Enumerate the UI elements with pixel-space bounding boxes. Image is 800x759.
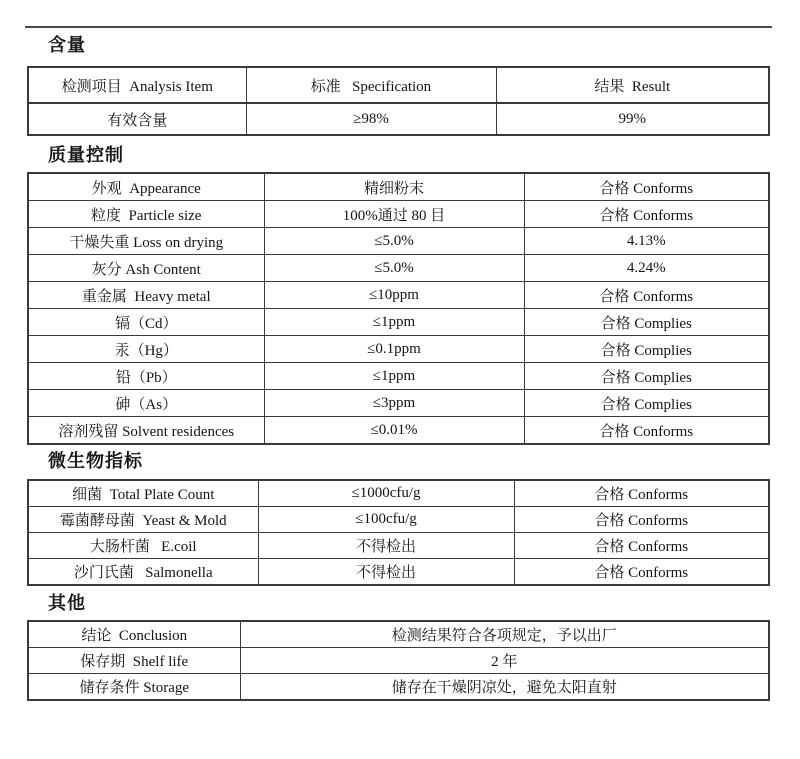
content-table-header-row (28, 67, 769, 103)
specification-cell: ≤5.0% (264, 255, 524, 282)
table-row (28, 674, 769, 701)
table-row (28, 363, 769, 390)
section-heading-other: 其他 (48, 593, 86, 613)
specification-cell: ≤0.1ppm (264, 336, 524, 363)
table-row (28, 103, 769, 135)
result-cell: 4.24% (524, 255, 769, 282)
analysis-item-cell: 沙门氏菌 Salmonella (28, 559, 258, 586)
analysis-item-cell: 砷（As） (28, 390, 264, 417)
specification-cell: 不得检出 (258, 533, 514, 559)
specification-cell: ≤10ppm (264, 282, 524, 309)
table-row (28, 417, 769, 445)
result-cell: 合格 Conforms (514, 533, 769, 559)
table-row (28, 480, 769, 507)
analysis-item-cell: 细菌 Total Plate Count (28, 480, 258, 507)
analysis-item-cell: 干燥失重 Loss on drying (28, 228, 264, 255)
section-heading-microbiological: 微生物指标 (48, 451, 143, 471)
analysis-item-cell: 有效含量 (28, 103, 246, 135)
analysis-item-cell: 镉（Cd） (28, 309, 264, 336)
specification-cell: ≤100cfu/g (258, 507, 514, 533)
table-row (28, 559, 769, 586)
table-row (28, 390, 769, 417)
quality-control-table (27, 172, 770, 445)
result-cell: 合格 Complies (524, 390, 769, 417)
column-header-result: 结果 Result (496, 67, 769, 103)
analysis-item-cell: 重金属 Heavy metal (28, 282, 264, 309)
result-cell: 合格 Conforms (524, 173, 769, 201)
table-row (28, 533, 769, 559)
microbiological-table (27, 479, 770, 586)
certificate-of-analysis-page (0, 26, 800, 759)
result-cell: 合格 Complies (524, 309, 769, 336)
result-cell: 合格 Conforms (524, 282, 769, 309)
value-cell: 检测结果符合各项规定，予以出厂 (240, 621, 769, 648)
specification-cell: ≤5.0% (264, 228, 524, 255)
table-row (28, 173, 769, 201)
analysis-item-cell: 灰分 Ash Content (28, 255, 264, 282)
section-heading-quality-control: 质量控制 (48, 145, 124, 165)
analysis-item-cell: 粒度 Particle size (28, 201, 264, 228)
content-table (27, 66, 770, 136)
analysis-item-cell: 外观 Appearance (28, 173, 264, 201)
table-row (28, 336, 769, 363)
result-cell: 合格 Complies (524, 336, 769, 363)
result-cell: 合格 Complies (524, 363, 769, 390)
analysis-item-cell: 溶剂残留 Solvent residences (28, 417, 264, 445)
column-header-specification: 标准 Specification (246, 67, 496, 103)
table-row (28, 255, 769, 282)
specification-cell: ≥98% (246, 103, 496, 135)
table-row (28, 228, 769, 255)
specification-cell: ≤0.01% (264, 417, 524, 445)
analysis-item-cell: 铅（Pb） (28, 363, 264, 390)
analysis-item-cell: 霉菌酵母菌 Yeast & Mold (28, 507, 258, 533)
table-row (28, 201, 769, 228)
result-cell: 合格 Conforms (524, 201, 769, 228)
table-row (28, 282, 769, 309)
result-cell: 合格 Conforms (514, 507, 769, 533)
table-row (28, 309, 769, 336)
table-row (28, 621, 769, 648)
value-cell: 2 年 (240, 648, 769, 674)
document-content (27, 33, 768, 701)
result-cell: 合格 Conforms (514, 559, 769, 586)
specification-cell: ≤1ppm (264, 309, 524, 336)
specification-cell: ≤3ppm (264, 390, 524, 417)
analysis-item-cell: 大肠杆菌 E.coil (28, 533, 258, 559)
specification-cell: ≤1000cfu/g (258, 480, 514, 507)
specification-cell: ≤1ppm (264, 363, 524, 390)
column-header-analysis-item: 检测项目 Analysis Item (28, 67, 246, 103)
table-row (28, 648, 769, 674)
analysis-item-cell: 汞（Hg） (28, 336, 264, 363)
analysis-item-cell: 保存期 Shelf life (28, 648, 240, 674)
analysis-item-cell: 储存条件 Storage (28, 674, 240, 701)
specification-cell: 100%通过 80 目 (264, 201, 524, 228)
analysis-item-cell: 结论 Conclusion (28, 621, 240, 648)
specification-cell: 不得检出 (258, 559, 514, 586)
value-cell: 储存在干燥阴凉处，避免太阳直射 (240, 674, 769, 701)
result-cell: 合格 Conforms (514, 480, 769, 507)
table-row (28, 507, 769, 533)
top-horizontal-rule (25, 26, 772, 28)
result-cell: 4.13% (524, 228, 769, 255)
specification-cell: 精细粉末 (264, 173, 524, 201)
section-heading-content: 含量 (48, 35, 86, 55)
result-cell: 99% (496, 103, 769, 135)
result-cell: 合格 Conforms (524, 417, 769, 445)
other-table (27, 620, 770, 701)
